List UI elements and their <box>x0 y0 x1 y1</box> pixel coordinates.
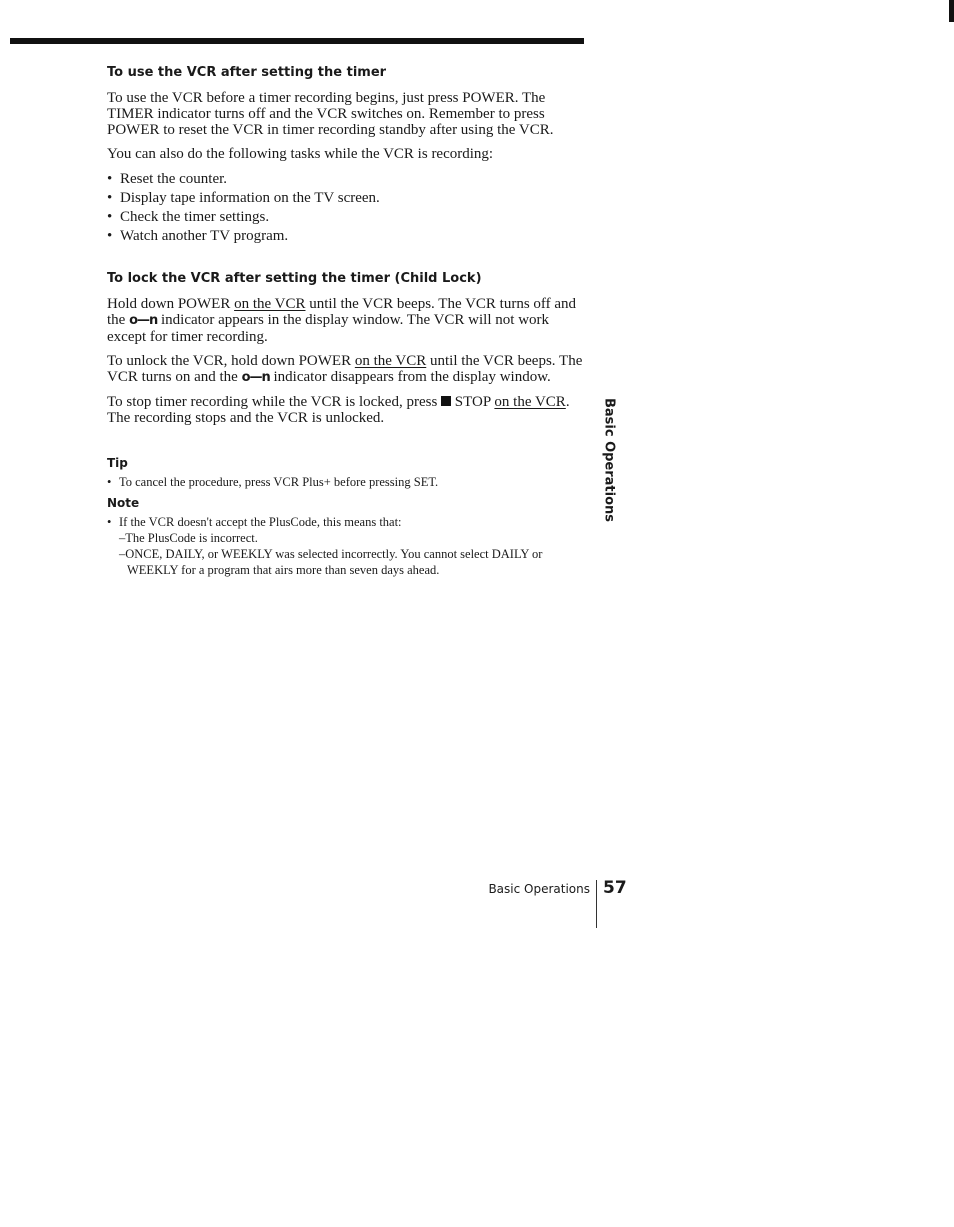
tip-list <box>107 474 587 490</box>
list-item: – ONCE, DAILY, or WEEKLY was selected incorrectly. You cannot select DAILY or WEEKLY for a program that airs more than seven days ahead. <box>119 546 587 578</box>
list-item: • Display tape information on the TV screen. <box>107 189 587 208</box>
footer-section: Basic Operations <box>488 882 590 896</box>
paragraph-tasks-intro: You can also do the following tasks while the VCR is recording: <box>107 146 494 162</box>
underlined-on-vcr: on the VCR <box>494 394 566 410</box>
list-item: – The PlusCode is incorrect. <box>119 530 587 546</box>
list-item: • Check the timer settings. <box>107 208 587 227</box>
paragraph-timer-use: To use the VCR before a timer recording begins, just press POWER. The TIMER indicator turns off and the VCR switches on. Remember to press POWER to reset the VCR in timer recording standby after using the VCR. <box>107 90 554 138</box>
key-icon: o—n <box>129 313 158 328</box>
list-item: • To cancel the procedure, press VCR Plus+ before pressing SET. <box>107 474 587 490</box>
list-item: • If the VCR doesn't accept the PlusCode, this means that: <box>107 514 587 530</box>
section-heading-child-lock: To lock the VCR after setting the timer (Child Lock) <box>107 271 482 286</box>
side-tab-label: Basic Operations <box>601 397 617 523</box>
underlined-on-vcr: on the VCR <box>234 296 306 312</box>
stop-icon <box>441 396 451 406</box>
list-item: • Reset the counter. <box>107 170 587 189</box>
list-item: • Watch another TV program. <box>107 227 587 246</box>
note-list <box>107 514 587 530</box>
paragraph-unlock: To unlock the VCR, hold down POWER on the VCR until the VCR beeps. The VCR turns on and the o—n indicator disappears from the display window. <box>107 353 583 385</box>
side-tab <box>600 397 618 523</box>
underlined-on-vcr: on the VCR <box>354 353 427 369</box>
key-icon: o—n <box>241 370 270 385</box>
page-content <box>107 64 587 578</box>
paragraph-lock: Hold down POWER on the VCR until the VCR beeps. The VCR turns off and the o—n indicator appears in the display window. The VCR will not work except for timer recording. <box>107 296 577 345</box>
paragraph-stop: To stop timer recording while the VCR is locked, press STOP on the VCR. The recording stops and the VCR is unlocked. <box>107 394 570 426</box>
footer-divider <box>596 880 597 928</box>
tip-heading: Tip <box>107 456 128 470</box>
note-sublist <box>107 530 587 578</box>
section-heading-timer-use: To use the VCR after setting the timer <box>107 65 387 80</box>
top-rule <box>10 38 584 44</box>
task-list <box>107 170 587 246</box>
note-heading: Note <box>107 496 140 510</box>
page-number: 57 <box>603 878 627 898</box>
corner-mark <box>949 0 954 22</box>
